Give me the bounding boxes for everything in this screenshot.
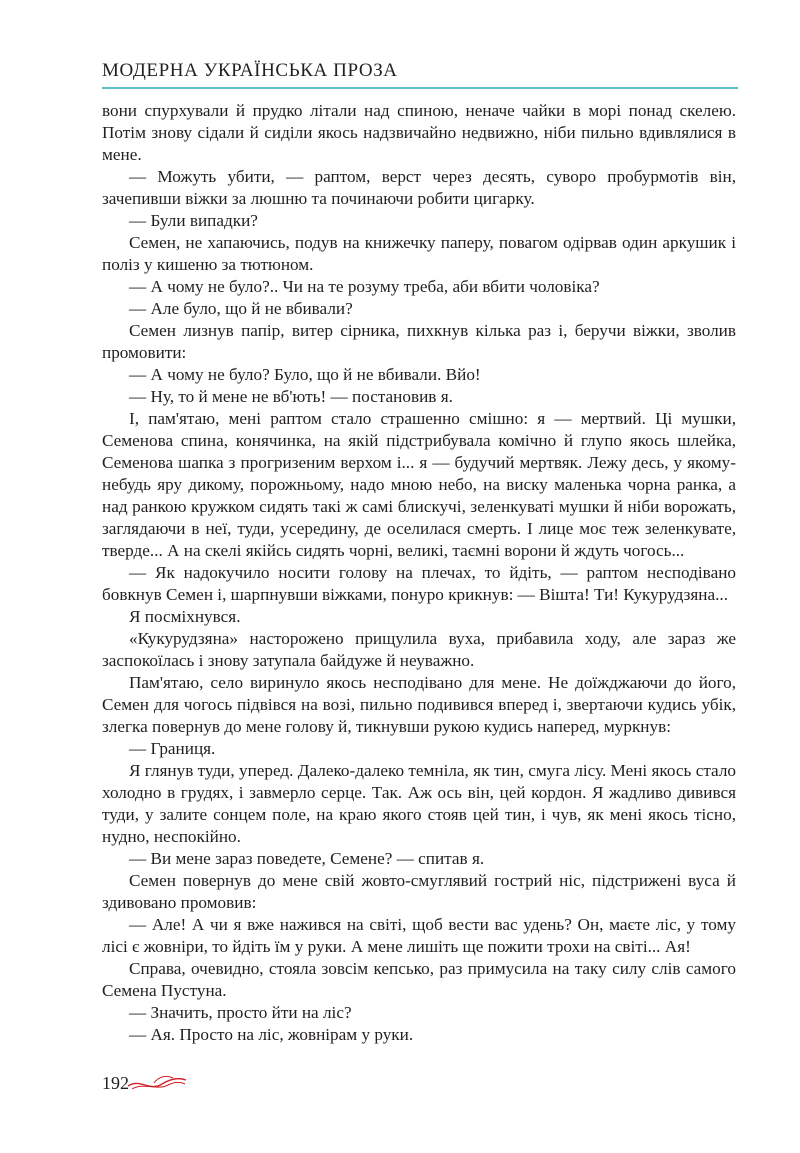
- paragraph: — Як надокучило носити голову на плечах, то йдіть, — раптом несподівано бовкнув Семен і, шарпнувши віжками, понуро крикнув: — Вішта! Ти! Кукурудзяна...: [102, 563, 736, 604]
- paragraph: І, пам'ятаю, мені раптом стало страшенно смішно: я — мертвий. Ці мушки, Семенова спина, конячинка, на якій підстрибувала комічно й глупо якось шлейка, Семенова шапка з прогризеним верхом і... я — будучий мертвяк. Лежу десь, у якому-небудь яру дикому, порожньому, надо мною небо, на виску маленька чорна ранка, а над ранкою кружком сидять такі ж самі блискучі, зеленкуваті мушки й ніби ворожать, заглядаючи в неї, туди, усередину, де оселилася смерть. І лице моє теж зеленкувате, тверде... А на скелі якійсь сидять чорні, великі, таємні ворони й ждуть чогось...: [102, 409, 736, 560]
- paragraph: — Ну, то й мене не вб'ють! — постановив я.: [129, 387, 453, 406]
- paragraph: Семен, не хапаючись, подув на книжечку паперу, повагом одірвав один аркушик і поліз у кишеню за тютюном.: [102, 233, 736, 274]
- flourish-ornament-icon: [126, 1072, 188, 1092]
- paragraph: Семен повернув до мене свій жовто-смуглявий гострий ніс, підстрижені вуса й здивовано промовив:: [102, 871, 736, 912]
- paragraph: «Кукурудзяна» насторожено прищулила вуха, прибавила ходу, але зараз же заспокоїлась і знову затупала байдуже й неуважно.: [102, 629, 736, 670]
- paragraph: — Ви мене зараз поведете, Семене? — спитав я.: [129, 849, 485, 868]
- header-divider: [102, 87, 738, 89]
- paragraph: — Ая. Просто на ліс, жовнірам у руки.: [129, 1025, 414, 1044]
- paragraph: Я глянув туди, уперед. Далеко-далеко темніла, як тин, смуга лісу. Мені якось стало холодно в грудях, і завмерло серце. Так. Аж ось він, цей кордон. Я жадливо дивився туди, у залите сонцем поле, на краю якого стояв цей тин, і чув, як мені якось тісно, нудно, неспокійно.: [102, 761, 736, 846]
- paragraph: Пам'ятаю, село виринуло якось несподівано для мене. Не доїжджаючи до його, Семен для чогось підвівся на возі, пильно подивився вперед і, звертаючи кудись убік, злегка повернув до мене голову й, тикнувши рукою кудись наперед, муркнув:: [102, 673, 736, 736]
- body-text: [102, 100, 736, 1046]
- paragraph: Я посміхнувся.: [129, 607, 241, 626]
- paragraph: Семен лизнув папір, витер сірника, пихкнув кілька раз і, беручи віжки, зволив промовити:: [102, 321, 736, 362]
- paragraph: — Значить, просто йти на ліс?: [129, 1003, 352, 1022]
- paragraph: — А чому не було? Було, що й не вбивали. Вйо!: [129, 365, 481, 384]
- running-header: МОДЕРНА УКРАЇНСЬКА ПРОЗА: [102, 60, 398, 81]
- paragraph: — Були випадки?: [129, 211, 258, 230]
- page-number: 192: [102, 1073, 129, 1093]
- paragraph: вони спурхували й прудко літали над спиною, неначе чайки в морі понад скелею. Потім знову сідали й сиділи якось надзвичайно недвижно, ніби пильно вдивлялися в мене.: [102, 101, 736, 164]
- paragraph: — А чому не було?.. Чи на те розуму треба, аби вбити чоловіка?: [129, 277, 600, 296]
- paragraph: — Можуть убити, — раптом, верст через десять, суворо пробурмотів він, зачепивши віжки за люшню та починаючи робити цигарку.: [102, 167, 736, 208]
- paragraph: — Але було, що й не вбивали?: [129, 299, 353, 318]
- paragraph: — Границя.: [129, 739, 216, 758]
- paragraph: — Але! А чи я вже нажився на світі, щоб вести вас удень? Он, маєте ліс, у тому лісі є жовніри, то йдіть їм у руки. А мене лишіть ще пожити трохи на світі... Ая!: [102, 915, 736, 956]
- paragraph: Справа, очевидно, стояла зовсім кепсько, раз примусила на таку силу слів самого Семена Пустуна.: [102, 959, 736, 1000]
